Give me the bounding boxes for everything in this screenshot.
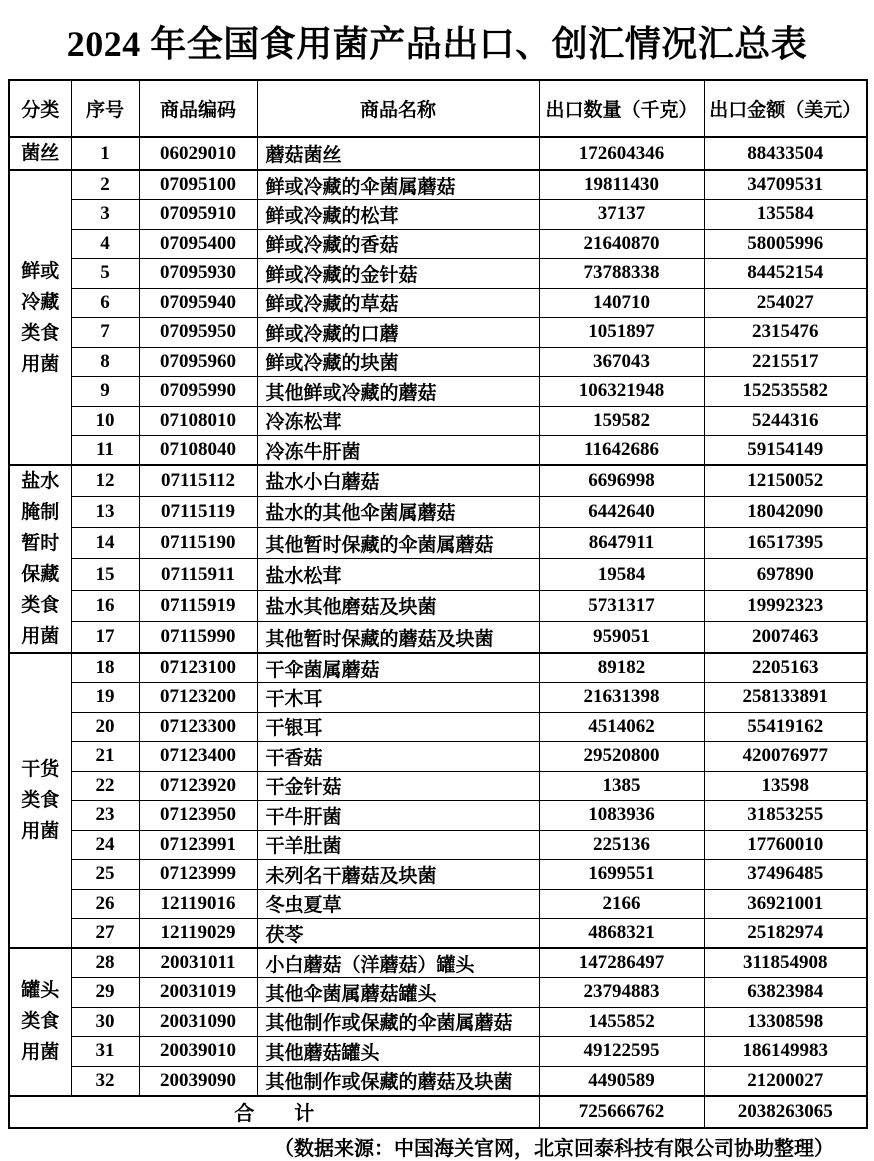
- column-header-2: 商品编码: [139, 80, 257, 137]
- category-cell: 鲜或 冷藏 类食 用菌: [9, 170, 71, 465]
- table-row: [9, 528, 867, 559]
- commodity-code-cell: 07108010: [139, 406, 257, 436]
- export-quantity-cell: 1051897: [539, 318, 704, 348]
- commodity-code-cell: 20031019: [139, 978, 257, 1008]
- serial-cell: 16: [71, 590, 139, 621]
- serial-cell: 26: [71, 889, 139, 919]
- category-cell: 菌丝: [9, 137, 71, 170]
- product-name-cell: 干牛肝菌: [257, 801, 539, 831]
- export-quantity-cell: 19811430: [539, 170, 704, 200]
- export-quantity-cell: 29520800: [539, 742, 704, 772]
- table-row: [9, 318, 867, 348]
- category-cell: 干货 类食 用菌: [9, 653, 71, 948]
- export-amount-cell: 254027: [704, 288, 867, 318]
- export-amount-cell: 37496485: [704, 860, 867, 890]
- table-row: [9, 496, 867, 527]
- table-row: [9, 170, 867, 200]
- table-row: [9, 919, 867, 949]
- export-amount-cell: 5244316: [704, 406, 867, 436]
- table-row: [9, 948, 867, 978]
- export-amount-cell: 12150052: [704, 465, 867, 496]
- serial-cell: 10: [71, 406, 139, 436]
- export-amount-cell: 186149983: [704, 1037, 867, 1067]
- export-amount-cell: 34709531: [704, 170, 867, 200]
- commodity-code-cell: 20039010: [139, 1037, 257, 1067]
- column-header-1: 序号: [71, 80, 139, 137]
- export-summary-table: [8, 79, 868, 1129]
- serial-cell: 12: [71, 465, 139, 496]
- serial-cell: 30: [71, 1007, 139, 1037]
- serial-cell: 25: [71, 860, 139, 890]
- product-name-cell: 干木耳: [257, 683, 539, 713]
- product-name-cell: 干金针菇: [257, 771, 539, 801]
- export-quantity-cell: 140710: [539, 288, 704, 318]
- commodity-code-cell: 07115190: [139, 528, 257, 559]
- commodity-code-cell: 07123920: [139, 771, 257, 801]
- export-quantity-cell: 4514062: [539, 712, 704, 742]
- export-quantity-cell: 21640870: [539, 229, 704, 259]
- table-row: [9, 653, 867, 683]
- product-name-cell: 盐水的其他伞菌属蘑菇: [257, 496, 539, 527]
- table-row: [9, 229, 867, 259]
- table-row: [9, 622, 867, 653]
- commodity-code-cell: 07123200: [139, 683, 257, 713]
- table-row: [9, 406, 867, 436]
- export-quantity-cell: 23794883: [539, 978, 704, 1008]
- commodity-code-cell: 07095100: [139, 170, 257, 200]
- export-amount-cell: 18042090: [704, 496, 867, 527]
- export-amount-cell: 21200027: [704, 1066, 867, 1096]
- export-quantity-cell: 4490589: [539, 1066, 704, 1096]
- serial-cell: 14: [71, 528, 139, 559]
- serial-cell: 2: [71, 170, 139, 200]
- export-amount-cell: 258133891: [704, 683, 867, 713]
- table-row: [9, 742, 867, 772]
- product-name-cell: 鲜或冷藏的口蘑: [257, 318, 539, 348]
- table-row: [9, 1007, 867, 1037]
- total-quantity-cell: 725666762: [539, 1096, 704, 1128]
- serial-cell: 19: [71, 683, 139, 713]
- column-header-0: 分类: [9, 80, 71, 137]
- commodity-code-cell: 20031090: [139, 1007, 257, 1037]
- serial-cell: 1: [71, 137, 139, 170]
- commodity-code-cell: 07095400: [139, 229, 257, 259]
- table-row: [9, 1037, 867, 1067]
- export-amount-cell: 2215517: [704, 347, 867, 377]
- table-row: [9, 712, 867, 742]
- product-name-cell: 干香菇: [257, 742, 539, 772]
- category-cell: 盐水 腌制 暂时 保藏 类食 用菌: [9, 465, 71, 653]
- export-amount-cell: 19992323: [704, 590, 867, 621]
- export-amount-cell: 152535582: [704, 377, 867, 407]
- commodity-code-cell: 07115990: [139, 622, 257, 653]
- commodity-code-cell: 20031011: [139, 948, 257, 978]
- export-quantity-cell: 5731317: [539, 590, 704, 621]
- table-row: [9, 377, 867, 407]
- export-quantity-cell: 367043: [539, 347, 704, 377]
- export-quantity-cell: 147286497: [539, 948, 704, 978]
- column-header-3: 商品名称: [257, 80, 539, 137]
- commodity-code-cell: 12119016: [139, 889, 257, 919]
- export-quantity-cell: 37137: [539, 200, 704, 230]
- product-name-cell: 冷冻松茸: [257, 406, 539, 436]
- export-amount-cell: 58005996: [704, 229, 867, 259]
- serial-cell: 22: [71, 771, 139, 801]
- export-amount-cell: 16517395: [704, 528, 867, 559]
- export-amount-cell: 2205163: [704, 653, 867, 683]
- serial-cell: 11: [71, 436, 139, 466]
- export-amount-cell: 25182974: [704, 919, 867, 949]
- commodity-code-cell: 07095990: [139, 377, 257, 407]
- category-cell: 罐头 类食 用菌: [9, 948, 71, 1096]
- commodity-code-cell: 07095950: [139, 318, 257, 348]
- product-name-cell: 干羊肚菌: [257, 830, 539, 860]
- product-name-cell: 其他制作或保藏的蘑菇及块菌: [257, 1066, 539, 1096]
- export-quantity-cell: 19584: [539, 559, 704, 590]
- table-row: [9, 137, 867, 170]
- data-source-note: （数据来源：中国海关官网，北京回泰科技有限公司协助整理）: [274, 1137, 834, 1160]
- table-row: [9, 259, 867, 289]
- commodity-code-cell: 12119029: [139, 919, 257, 949]
- commodity-code-cell: 07095940: [139, 288, 257, 318]
- total-label-cell: 合 计: [9, 1096, 539, 1128]
- serial-cell: 4: [71, 229, 139, 259]
- table-row: [9, 978, 867, 1008]
- product-name-cell: 盐水松茸: [257, 559, 539, 590]
- commodity-code-cell: 07115919: [139, 590, 257, 621]
- table-row: [9, 347, 867, 377]
- product-name-cell: 其他蘑菇罐头: [257, 1037, 539, 1067]
- export-amount-cell: 135584: [704, 200, 867, 230]
- export-quantity-cell: 159582: [539, 406, 704, 436]
- commodity-code-cell: 07095910: [139, 200, 257, 230]
- serial-cell: 18: [71, 653, 139, 683]
- serial-cell: 27: [71, 919, 139, 949]
- serial-cell: 9: [71, 377, 139, 407]
- export-quantity-cell: 21631398: [539, 683, 704, 713]
- table-row: [9, 1066, 867, 1096]
- export-quantity-cell: 1385: [539, 771, 704, 801]
- product-name-cell: 鲜或冷藏的香菇: [257, 229, 539, 259]
- table-row: [9, 590, 867, 621]
- export-amount-cell: 59154149: [704, 436, 867, 466]
- serial-cell: 32: [71, 1066, 139, 1096]
- export-quantity-cell: 6696998: [539, 465, 704, 496]
- export-amount-cell: 84452154: [704, 259, 867, 289]
- total-row: [9, 1096, 867, 1128]
- commodity-code-cell: 07115112: [139, 465, 257, 496]
- commodity-code-cell: 07123400: [139, 742, 257, 772]
- product-name-cell: 茯苓: [257, 919, 539, 949]
- total-amount-cell: 2038263065: [704, 1096, 867, 1128]
- export-quantity-cell: 2166: [539, 889, 704, 919]
- table-row: [9, 860, 867, 890]
- commodity-code-cell: 07123991: [139, 830, 257, 860]
- export-amount-cell: 311854908: [704, 948, 867, 978]
- product-name-cell: 鲜或冷藏的草菇: [257, 288, 539, 318]
- export-amount-cell: 63823984: [704, 978, 867, 1008]
- commodity-code-cell: 07108040: [139, 436, 257, 466]
- export-quantity-cell: 225136: [539, 830, 704, 860]
- export-amount-cell: 13598: [704, 771, 867, 801]
- product-name-cell: 干伞菌属蘑菇: [257, 653, 539, 683]
- product-name-cell: 未列名干蘑菇及块菌: [257, 860, 539, 890]
- product-name-cell: 鲜或冷藏的块菌: [257, 347, 539, 377]
- export-quantity-cell: 73788338: [539, 259, 704, 289]
- product-name-cell: 小白蘑菇（洋蘑菇）罐头: [257, 948, 539, 978]
- page-title: 2024 年全国食用菌产品出口、创汇情况汇总表: [66, 24, 808, 64]
- product-name-cell: 其他制作或保藏的伞菌属蘑菇: [257, 1007, 539, 1037]
- product-name-cell: 其他伞菌属蘑菇罐头: [257, 978, 539, 1008]
- export-quantity-cell: 89182: [539, 653, 704, 683]
- table-row: [9, 683, 867, 713]
- commodity-code-cell: 20039090: [139, 1066, 257, 1096]
- export-amount-cell: 13308598: [704, 1007, 867, 1037]
- product-name-cell: 其他暂时保藏的蘑菇及块菌: [257, 622, 539, 653]
- table-row: [9, 465, 867, 496]
- commodity-code-cell: 07095960: [139, 347, 257, 377]
- export-quantity-cell: 1083936: [539, 801, 704, 831]
- product-name-cell: 盐水其他磨菇及块菌: [257, 590, 539, 621]
- product-name-cell: 干银耳: [257, 712, 539, 742]
- commodity-code-cell: 07123950: [139, 801, 257, 831]
- commodity-code-cell: 07123999: [139, 860, 257, 890]
- commodity-code-cell: 07115119: [139, 496, 257, 527]
- serial-cell: 23: [71, 801, 139, 831]
- export-amount-cell: 88433504: [704, 137, 867, 170]
- table-row: [9, 889, 867, 919]
- table-row: [9, 801, 867, 831]
- product-name-cell: 蘑菇菌丝: [257, 137, 539, 170]
- product-name-cell: 冬虫夏草: [257, 889, 539, 919]
- export-quantity-cell: 8647911: [539, 528, 704, 559]
- export-amount-cell: 31853255: [704, 801, 867, 831]
- export-amount-cell: 420076977: [704, 742, 867, 772]
- serial-cell: 24: [71, 830, 139, 860]
- export-quantity-cell: 6442640: [539, 496, 704, 527]
- commodity-code-cell: 06029010: [139, 137, 257, 170]
- export-amount-cell: 2007463: [704, 622, 867, 653]
- product-name-cell: 鲜或冷藏的松茸: [257, 200, 539, 230]
- export-quantity-cell: 959051: [539, 622, 704, 653]
- export-quantity-cell: 172604346: [539, 137, 704, 170]
- commodity-code-cell: 07123300: [139, 712, 257, 742]
- table-row: [9, 771, 867, 801]
- export-quantity-cell: 1699551: [539, 860, 704, 890]
- export-quantity-cell: 4868321: [539, 919, 704, 949]
- serial-cell: 20: [71, 712, 139, 742]
- export-amount-cell: 36921001: [704, 889, 867, 919]
- export-quantity-cell: 11642686: [539, 436, 704, 466]
- product-name-cell: 鲜或冷藏的伞菌属蘑菇: [257, 170, 539, 200]
- export-amount-cell: 697890: [704, 559, 867, 590]
- serial-cell: 13: [71, 496, 139, 527]
- table-row: [9, 830, 867, 860]
- export-amount-cell: 55419162: [704, 712, 867, 742]
- serial-cell: 3: [71, 200, 139, 230]
- serial-cell: 21: [71, 742, 139, 772]
- commodity-code-cell: 07123100: [139, 653, 257, 683]
- serial-cell: 6: [71, 288, 139, 318]
- product-name-cell: 盐水小白蘑菇: [257, 465, 539, 496]
- commodity-code-cell: 07115911: [139, 559, 257, 590]
- serial-cell: 7: [71, 318, 139, 348]
- header-row: [9, 80, 867, 137]
- serial-cell: 5: [71, 259, 139, 289]
- product-name-cell: 其他鲜或冷藏的蘑菇: [257, 377, 539, 407]
- column-header-4: 出口数量（千克）: [539, 80, 704, 137]
- table-row: [9, 436, 867, 466]
- export-quantity-cell: 1455852: [539, 1007, 704, 1037]
- product-name-cell: 其他暂时保藏的伞菌属蘑菇: [257, 528, 539, 559]
- export-quantity-cell: 106321948: [539, 377, 704, 407]
- table-row: [9, 288, 867, 318]
- export-quantity-cell: 49122595: [539, 1037, 704, 1067]
- export-amount-cell: 17760010: [704, 830, 867, 860]
- table-row: [9, 200, 867, 230]
- serial-cell: 31: [71, 1037, 139, 1067]
- product-name-cell: 冷冻牛肝菌: [257, 436, 539, 466]
- product-name-cell: 鲜或冷藏的金针菇: [257, 259, 539, 289]
- column-header-5: 出口金额（美元）: [704, 80, 867, 137]
- serial-cell: 8: [71, 347, 139, 377]
- serial-cell: 15: [71, 559, 139, 590]
- serial-cell: 29: [71, 978, 139, 1008]
- export-amount-cell: 2315476: [704, 318, 867, 348]
- table-row: [9, 559, 867, 590]
- serial-cell: 28: [71, 948, 139, 978]
- commodity-code-cell: 07095930: [139, 259, 257, 289]
- serial-cell: 17: [71, 622, 139, 653]
